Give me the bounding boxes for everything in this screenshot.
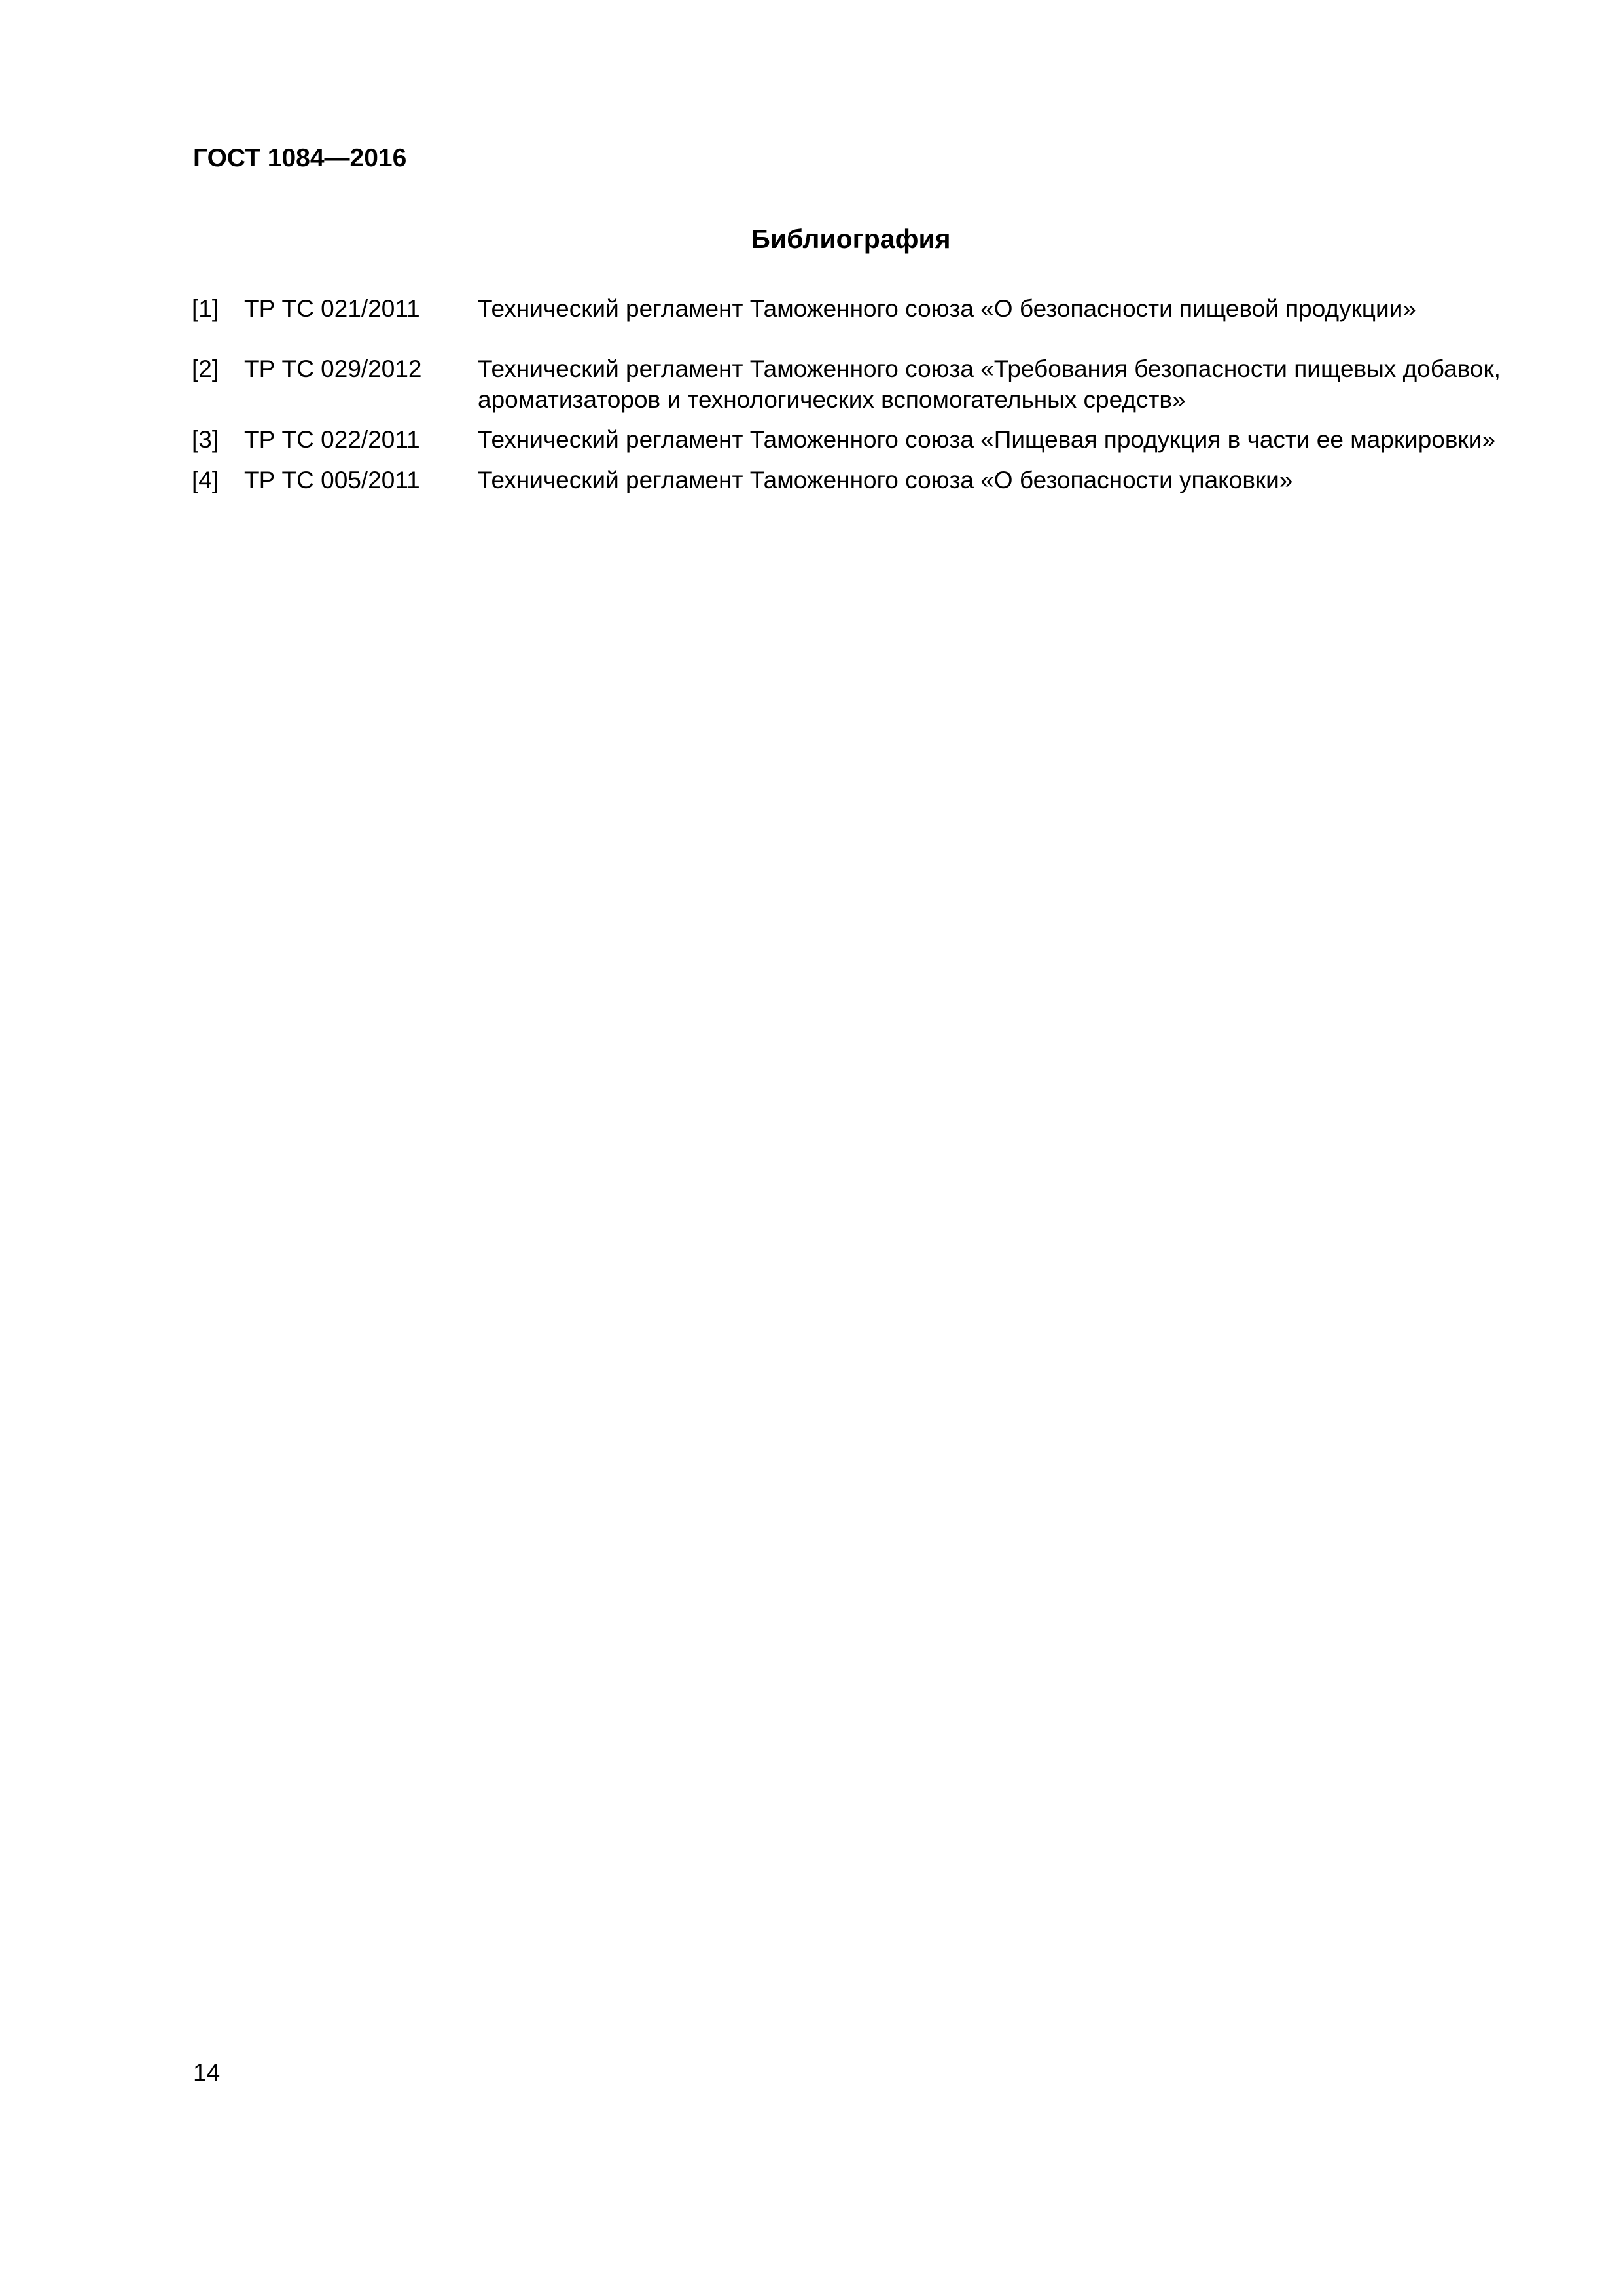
entry-code: ТР ТС 005/2011 <box>244 467 420 493</box>
entry-text: Технический регламент Таможенного союза «Пищевая продукция в части ее маркировки» <box>478 426 1495 453</box>
entry-code: ТР ТС 022/2011 <box>244 426 420 453</box>
section-title: Библиография <box>751 224 951 254</box>
page-number: 14 <box>193 2059 221 2086</box>
entry-text: Технический регламент Таможенного союза «О безопасности упаковки» <box>478 467 1293 493</box>
entry-number: [2] <box>192 355 219 382</box>
entry-number: [3] <box>192 426 219 453</box>
entry-code: ТР ТС 021/2011 <box>244 295 420 322</box>
entry-text: Технический регламент Таможенного союза «Требования безопасности пищевых добавок, ароматизаторов и технологических вспомогательных средств» <box>478 355 1501 413</box>
entry-number: [1] <box>192 295 219 322</box>
document-code: ГОСТ 1084—2016 <box>193 144 407 172</box>
bibliography-list <box>192 0 1540 524</box>
entry-number: [4] <box>192 467 219 493</box>
entry-code: ТР ТС 029/2012 <box>244 355 422 382</box>
entry-text: Технический регламент Таможенного союза «О безопасности пищевой продукции» <box>478 295 1416 322</box>
